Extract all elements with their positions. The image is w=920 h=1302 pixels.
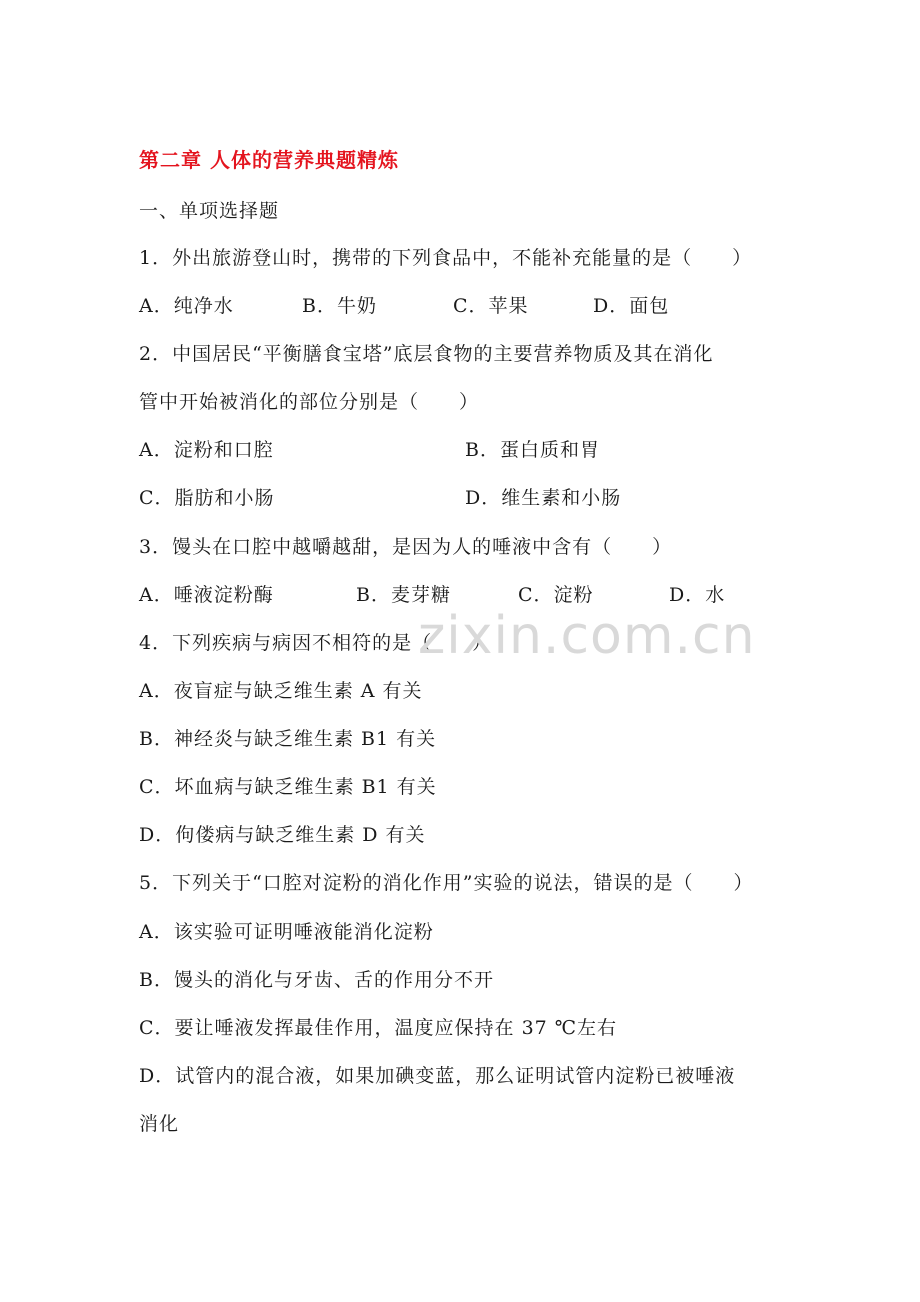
q3-option-a: A．唾液淀粉酶 <box>139 584 274 606</box>
question-2-stem-cont: 管中开始被消化的部位分别是（ ） <box>139 391 480 413</box>
question-4-stem: 4．下列疾病与病因不相符的是（ ） <box>139 632 493 654</box>
question-5-stem: 5．下列关于“口腔对淀粉的消化作用”实验的说法，错误的是（ ） <box>139 872 754 894</box>
q5-option-b: B．馒头的消化与牙齿、舌的作用分不开 <box>139 969 494 991</box>
q1-option-b: B．牛奶 <box>302 295 377 317</box>
q3-option-b: B．麦芽糖 <box>356 584 451 606</box>
q5-option-a: A．该实验可证明唾液能消化淀粉 <box>139 921 434 943</box>
q5-option-d: D．试管内的混合液，如果加碘变蓝，那么证明试管内淀粉已被唾液 <box>139 1065 736 1087</box>
q5-option-c: C．要让唾液发挥最佳作用，温度应保持在 37 ℃左右 <box>139 1017 618 1039</box>
q4-option-a: A．夜盲症与缺乏维生素 A 有关 <box>139 680 423 702</box>
question-2-stem: 2．中国居民“平衡膳食宝塔”底层食物的主要营养物质及其在消化 <box>139 343 714 365</box>
q4-option-d: D．佝偻病与缺乏维生素 D 有关 <box>139 824 426 846</box>
q2-option-b: B．蛋白质和胃 <box>465 439 600 461</box>
q2-option-c: C．脂肪和小肠 <box>139 487 275 509</box>
question-3-stem: 3．馒头在口腔中越嚼越甜，是因为人的唾液中含有（ ） <box>139 536 673 558</box>
section-heading: 一、单项选择题 <box>139 200 280 222</box>
q3-option-d: D．水 <box>669 584 726 606</box>
q4-option-c: C．坏血病与缺乏维生素 B1 有关 <box>139 776 437 798</box>
q2-option-a: A．淀粉和口腔 <box>139 439 274 461</box>
q4-option-b: B．神经炎与缺乏维生素 B1 有关 <box>139 728 437 750</box>
q3-option-c: C．淀粉 <box>518 584 594 606</box>
q1-option-c: C．苹果 <box>453 295 529 317</box>
watermark: zixin.com.cn <box>418 606 756 666</box>
page-title: 第二章 人体的营养典题精炼 <box>139 148 399 172</box>
q1-option-d: D．面包 <box>593 295 670 317</box>
q2-option-d: D．维生素和小肠 <box>465 487 622 509</box>
q5-option-d-cont: 消化 <box>139 1113 180 1135</box>
question-1-stem: 1．外出旅游登山时，携带的下列食品中，不能补充能量的是（ ） <box>139 247 753 269</box>
q1-option-a: A．纯净水 <box>139 295 234 317</box>
